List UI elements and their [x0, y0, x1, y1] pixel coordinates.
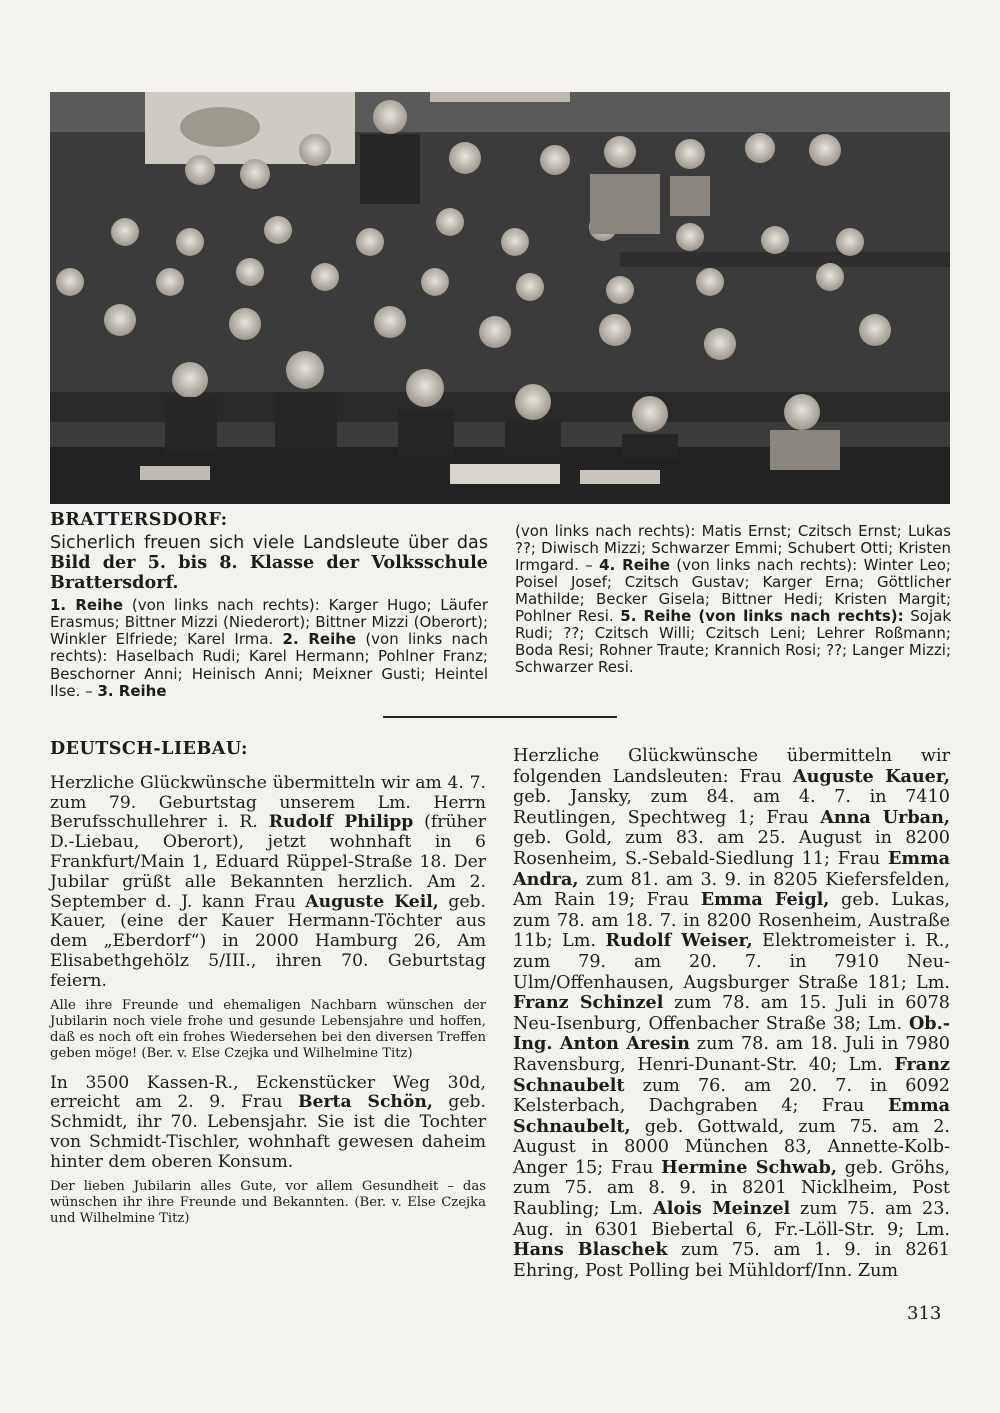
list-text-1: Herzliche Glückwünsche übermitteln wir folgenden Landsleuten: Frau — [513, 746, 950, 787]
list-name-2: Anna Urban, — [820, 806, 950, 828]
list-text-2: geb. Jansky, zum 84. am 4. 7. in 7410 Reutlingen, Spechtweg 1; Frau — [513, 787, 950, 828]
p1-name-philipp: Rudolf Philipp — [268, 812, 414, 833]
class-photo — [50, 92, 950, 504]
row2-text: (von links nach rechts): Haselbach Rudi; Karel Hermann; Pohlner Franz; Beschorner Anni; Heinisch Anni; Meixner Gusti; Heintel Ilse. – — [50, 630, 489, 700]
intro-text: Sicherlich freuen sich viele Landsleute über das — [50, 532, 488, 553]
brattersdorf-heading: BRATTERSDORF: — [50, 510, 228, 530]
list-name-9: Emma Schnaubelt, — [513, 1095, 950, 1137]
list-name-4: Emma Feigl, — [700, 889, 830, 911]
list-text-6: Elektromeister i. R., zum 79. am 20. 7. in 7910 Neu-Ulm/Offenhausen, Augsburger Straße 181; Lm. — [513, 931, 950, 993]
list-text-11: geb. Gröhs, zum 75. am 8. 9. in 8201 Nicklheim, Post Raubling; Lm. — [513, 1157, 950, 1220]
row1-label: 1. Reihe — [50, 595, 124, 614]
list-name-3: Emma Andra, — [513, 847, 950, 890]
list-name-11: Alois Meinzel — [653, 1198, 791, 1220]
list-name-10: Hermine Schwab, — [661, 1156, 837, 1178]
brattersdorf-rows-left — [50, 597, 488, 700]
deutsch-liebau-column — [50, 740, 486, 1239]
row3-label: 3. Reihe — [97, 681, 167, 700]
row5-text: Sojak Rudi; ??; Czitsch Willi; Czitsch Leni; Lehrer Roßmann; Boda Resi; Rohner Traute; Krannich Rosi; ??; Langer Mizzi; Schwarzer Resi. — [515, 607, 952, 676]
list-name-5: Rudolf Weiser, — [605, 930, 753, 952]
list-text-8: zum 78. am 18. Juli in 7980 Ravensburg, Henri-Dunant-Str. 40; Lm. — [513, 1034, 950, 1075]
list-text-13: zum 75. am 1. 9. in 8261 Ehring, Post Polling bei Mühldorf/Inn. Zum — [513, 1240, 950, 1281]
list-text-7: zum 78. am 15. Juli in 6078 Neu-Isenburg, Offenbacher Straße 38; Lm. — [513, 993, 950, 1034]
birthday-list-paragraph — [513, 746, 950, 1281]
brattersdorf-rows-right — [515, 523, 951, 676]
p3-text-a: In 3500 Kassen-R., Eckenstücker Weg 30d, erreicht am 2. 9. Frau — [50, 1072, 486, 1113]
list-text-3: geb. Gold, zum 83. am 25. August in 8200 Rosenheim, S.-Sebald-Siedlung 11; Frau — [513, 828, 950, 869]
list-text-4: zum 81. am 3. 9. in 8205 Kiefersfelden, Am Rain 19; Frau — [513, 869, 950, 911]
class-photo-icon — [50, 92, 950, 504]
list-text-12: zum 75. am 23. Aug. in 6301 Biebertal 6, Fr.-Löll-Str. 9; Lm. — [513, 1199, 950, 1240]
row3-text: (von links nach rechts): Matis Ernst; Czitsch Ernst; Lukas ??; Diwisch Mizzi; Schwarzer Emmi; Schubert Otti; Kristen Irmgard. – — [515, 522, 951, 574]
brattersdorf-caption-right — [515, 523, 951, 676]
list-name-6: Franz Schinzel — [513, 992, 664, 1014]
brattersdorf-intro — [50, 533, 488, 593]
birthday-list-column — [513, 746, 950, 1287]
p1-name-keil: Auguste Keil, — [305, 891, 439, 912]
brattersdorf-caption-left — [50, 511, 488, 700]
deutsch-liebau-paragraph-3 — [50, 1074, 486, 1173]
p1-text-a: Herzliche Glückwünsche übermitteln wir am 4. 7. zum 79. Geburtstag unserem Lm. Herrn Berufsschullehrer i. R. — [50, 772, 486, 833]
list-text-5: geb. Lukas, zum 78. am 18. 7. in 8200 Rosenheim, Austraße 11b; Lm. — [513, 890, 950, 952]
row4-text: (von links nach rechts): Winter Leo; Poisel Josef; Czitsch Gustav; Karger Erna; Göttlicher Mathilde; Becker Gisela; Bittner Hedi; Kristen Margit; Pohlner Resi. — [515, 556, 951, 625]
p3-name-schoen: Berta Schön, — [297, 1092, 433, 1113]
p1-text-e: geb. Kauer, (eine der Kauer Hermann-Töchter aus dem „Eberdorf“) in 2000 Hamburg 26, Am Elisabethgehölz 5/III., ihren 70. Geburtstag feiern. — [50, 891, 486, 991]
list-text-9: zum 76. am 20. 7. in 6092 Kelsterbach, Dachgraben 4; Frau — [513, 1075, 950, 1117]
list-name-12: Hans Blaschek — [513, 1239, 668, 1261]
row2-label: 2. Reihe — [282, 630, 357, 649]
page-number: 313 — [907, 1303, 942, 1324]
list-name-8: Franz Schnaubelt — [513, 1053, 950, 1096]
p1-text-c: (früher D.-Liebau, Oberort), jetzt wohnhaft in 6 Frankfurt/Main 1, Eduard Rüppel-Straße 18. Der Jubilar grüßt alle Bekannten herzlich. Am 2. September d. J. kann Frau — [50, 812, 486, 912]
row5-label: 5. Reihe (von links nach rechts): — [620, 607, 904, 625]
list-text-10: geb. Gottwald, zum 75. am 2. August in 8000 München 83, Annette-Kolb-Anger 15; Frau — [513, 1116, 950, 1178]
list-name-1: Auguste Kauer, — [792, 765, 950, 787]
p3-text-c: geb. Schmidt, ihr 70. Lebensjahr. Sie ist die Tochter von Schmidt-Tischler, wohnhaft gewesen daheim hinter dem oberen Konsum. — [50, 1092, 486, 1172]
section-divider — [383, 716, 617, 718]
intro-bold: Bild der 5. bis 8. Klasse der Volksschule Brattersdorf. — [50, 551, 488, 593]
row4-label: 4. Reihe — [599, 556, 670, 574]
deutsch-liebau-heading: DEUTSCH-LIEBAU: — [50, 739, 248, 759]
list-name-7: Ob.-Ing. Anton Aresin — [513, 1012, 950, 1055]
deutsch-liebau-paragraph-1 — [50, 774, 486, 992]
row1-text: (von links nach rechts): Karger Hugo; Läufer Erasmus; Bittner Mizzi (Niederort); Bittner Mizzi (Oberort); Winkler Elfriede; Karel Irma. — [50, 595, 488, 649]
deutsch-liebau-paragraph-4: Der lieben Jubilarin alles Gute, vor allem Gesundheit – das wünschen ihr ihre Freunde und Bekannten. (Ber. v. Else Czejka und Wilhelmine Titz) — [50, 1178, 486, 1226]
deutsch-liebau-paragraph-2: Alle ihre Freunde und ehemaligen Nachbarn wünschen der Jubilarin noch viele frohe und gesunde Lebensjahre und hoffen, daß es noch oft ein frohes Wiedersehen bei den diversen Treffen geben möge! (Ber. v. Else Czejka und Wilhelmine Titz) — [50, 997, 486, 1061]
